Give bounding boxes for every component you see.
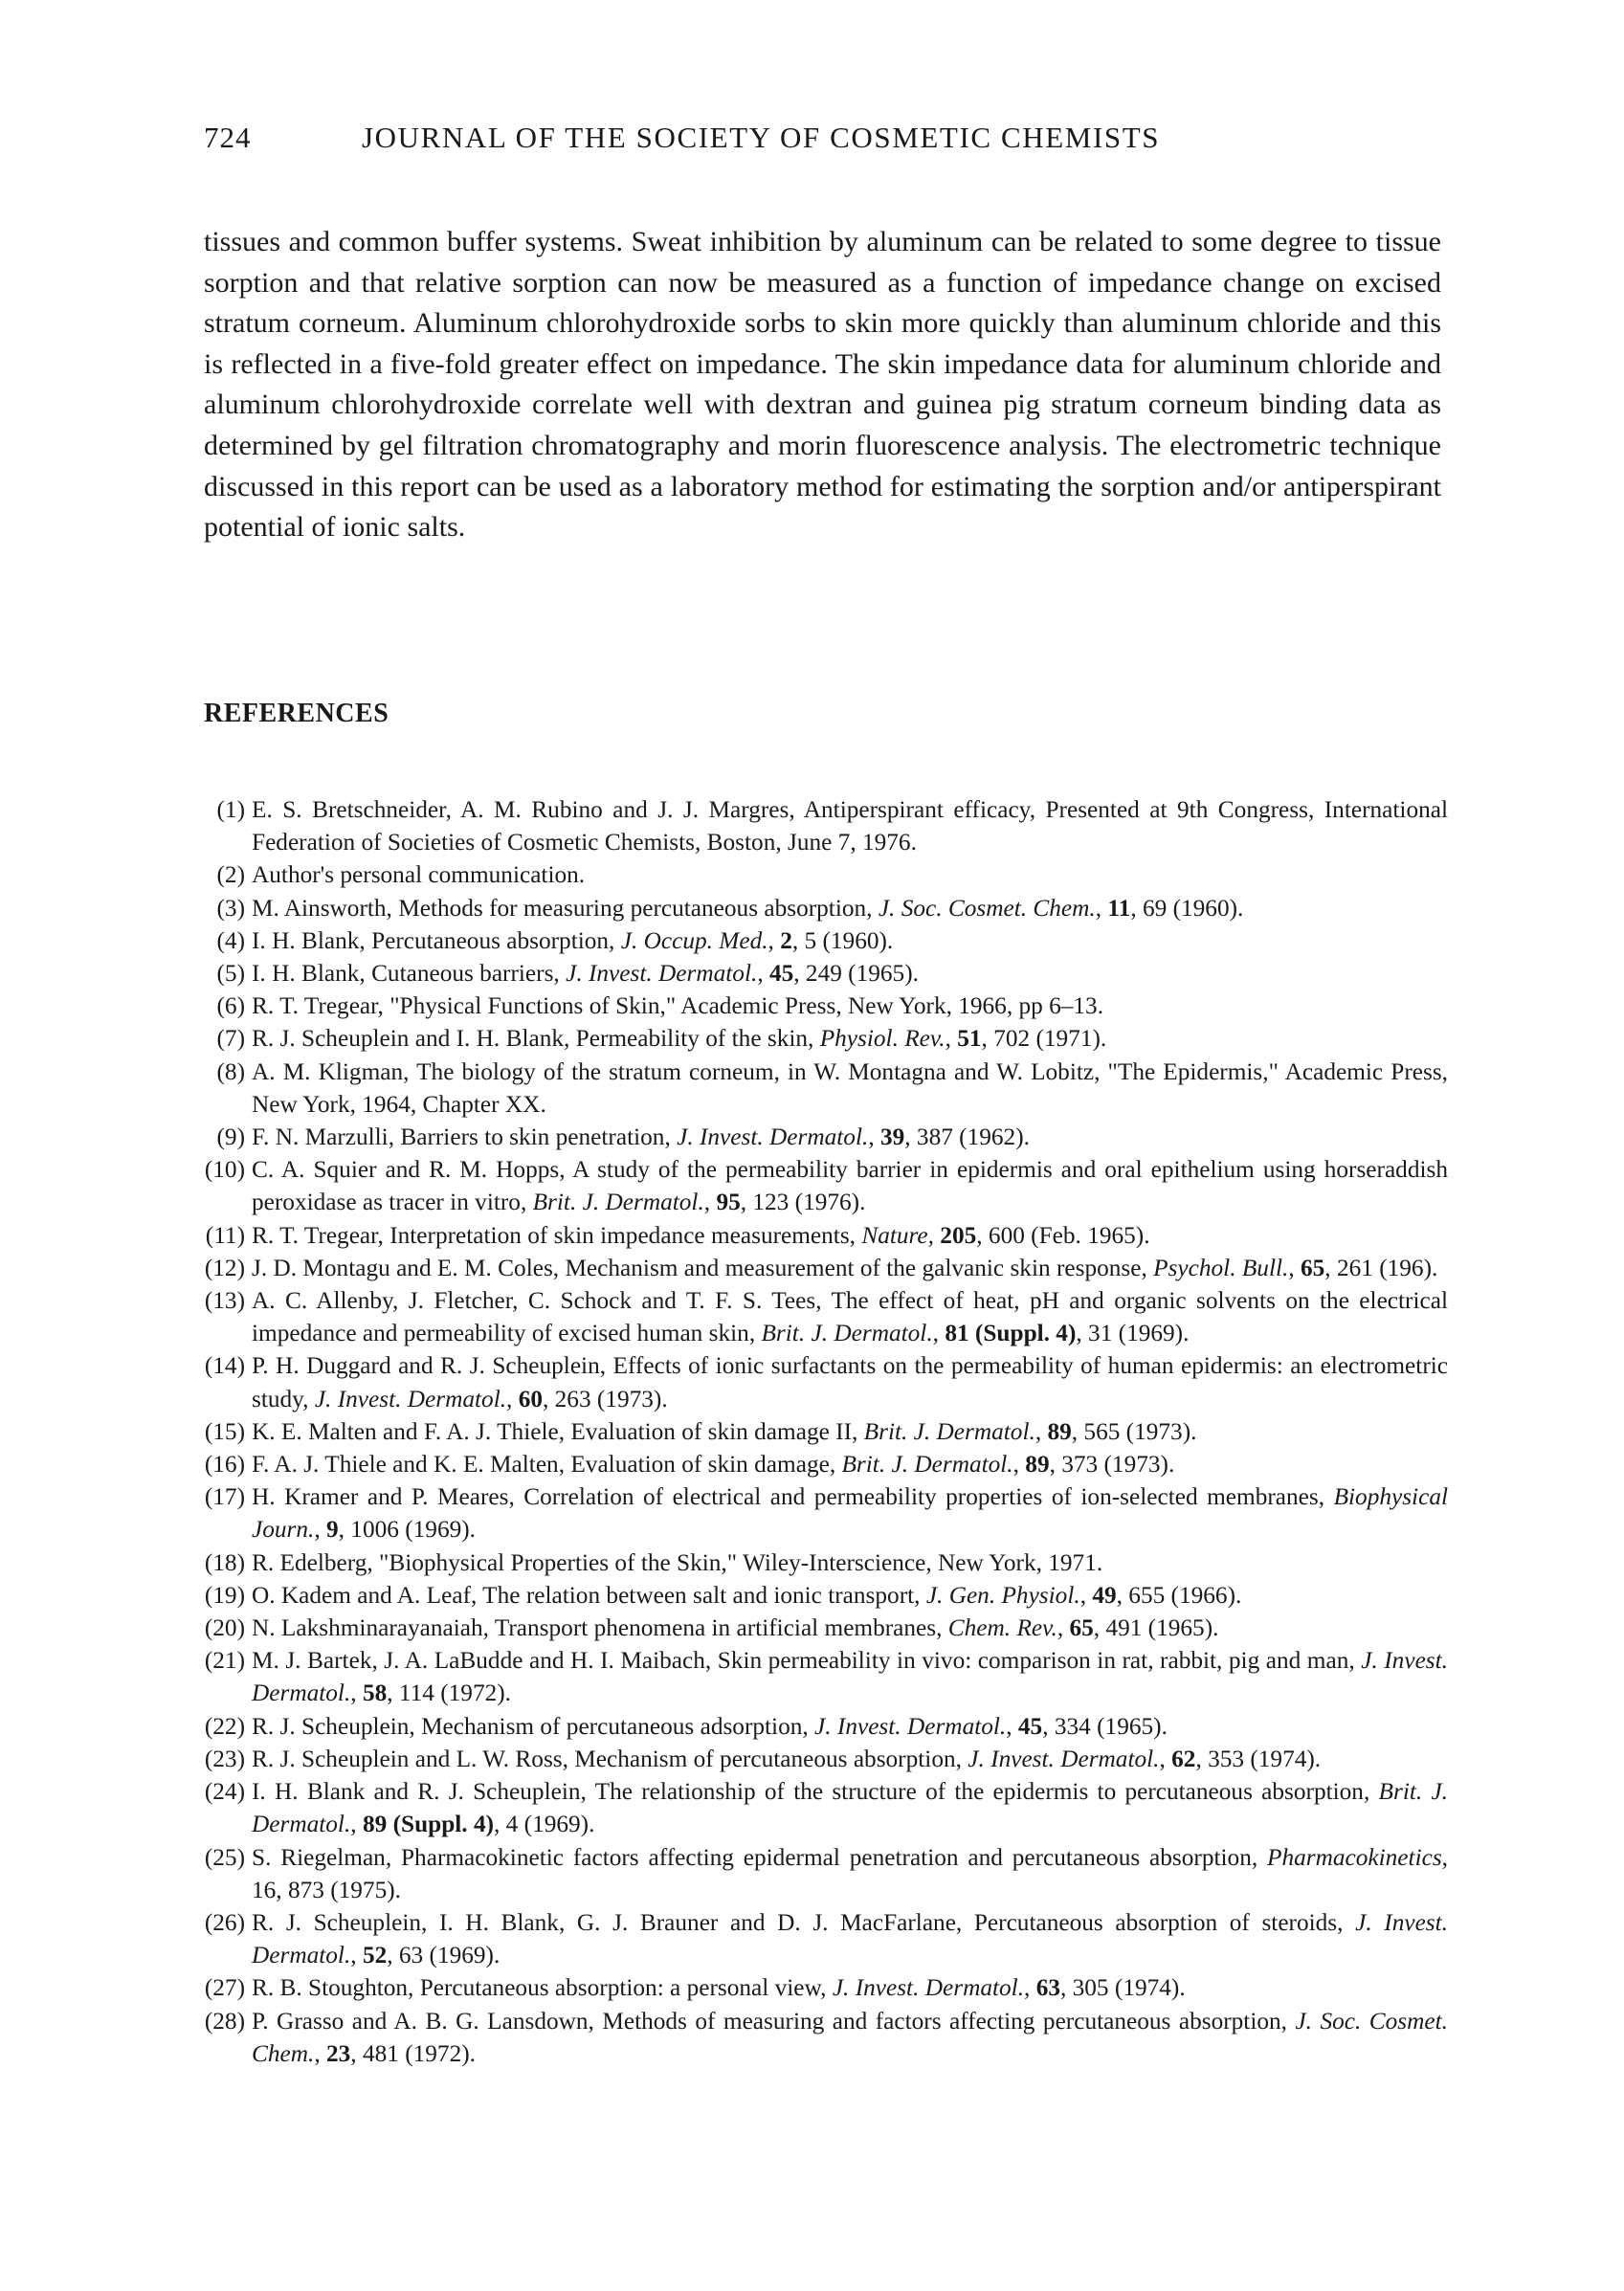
volume-number: 23 bbox=[326, 2039, 351, 2067]
reference-number: (13) bbox=[204, 1287, 245, 1315]
reference-segment: H. Kramer and P. Meares, Correlation of electrical and permeability properties of ion-selected membranes, bbox=[252, 1483, 1334, 1511]
reference-text bbox=[252, 1644, 1448, 1709]
reference-number: (21) bbox=[204, 1647, 245, 1675]
reference-item bbox=[196, 1841, 1448, 1906]
volume-number: 62 bbox=[1171, 1745, 1196, 1772]
reference-text bbox=[252, 858, 1448, 891]
reference-number: (16) bbox=[204, 1451, 245, 1479]
volume-number: 89 (Suppl. 4) bbox=[362, 1811, 495, 1838]
volume-number: 58 bbox=[362, 1679, 388, 1707]
reference-item bbox=[196, 1612, 1448, 1644]
volume-number: 65 bbox=[1069, 1614, 1094, 1642]
reference-segment: Author's personal communication. bbox=[252, 861, 586, 889]
reference-item bbox=[196, 892, 1448, 924]
reference-segment: A. C. Allenby, J. Fletcher, C. Schock and T. F. S. Tees, The effect of heat, pH and organic solvents on the electrical impedance and permeability of excised human skin, bbox=[252, 1287, 1448, 1347]
reference-text bbox=[252, 1906, 1448, 1971]
journal-name: Pharmacokinetics bbox=[1267, 1843, 1442, 1871]
reference-number: (5) bbox=[216, 960, 245, 988]
reference-segment: R. J. Scheuplein and L. W. Ross, Mechanism of percutaneous absorption, bbox=[252, 1745, 968, 1772]
volume-number: 45 bbox=[1017, 1712, 1043, 1740]
reference-number: (24) bbox=[204, 1778, 245, 1806]
reference-item bbox=[196, 1415, 1448, 1448]
reference-segment: F. A. J. Thiele and K. E. Malten, Evaluation of skin damage, bbox=[252, 1451, 842, 1479]
reference-segment: A. M. Kligman, The biology of the stratum corneum, in W. Montagna and W. Lobitz, "The Epidermis," Academic Press, New York, 1964, Chapter XX. bbox=[252, 1057, 1448, 1118]
reference-text bbox=[252, 1121, 1448, 1153]
reference-segment: , 5 (1960). bbox=[791, 926, 894, 954]
reference-text bbox=[252, 1480, 1448, 1546]
journal-name: J. Invest. Dermatol. bbox=[814, 1712, 1007, 1740]
reference-text bbox=[252, 1710, 1448, 1743]
reference-item bbox=[196, 1349, 1448, 1414]
references-heading: REFERENCES bbox=[204, 699, 389, 728]
reference-segment: P. Grasso and A. B. G. Lansdown, Methods of measuring and factors affecting percutaneous absorption, bbox=[252, 2007, 1296, 2035]
reference-segment: , bbox=[1024, 1974, 1036, 2002]
reference-text bbox=[252, 957, 1448, 990]
journal-name: J. Invest. Dermatol. bbox=[566, 960, 758, 988]
reference-segment: , bbox=[350, 1811, 363, 1838]
journal-name: J. Invest. Dermatol. bbox=[252, 1647, 1448, 1707]
reference-item bbox=[196, 2005, 1448, 2070]
journal-name: J. Soc. Cosmet. Chem. bbox=[252, 2007, 1448, 2067]
reference-segment: R. Edelberg, "Biophysical Properties of the Skin," Wiley-Interscience, New York, 1971. bbox=[252, 1548, 1103, 1576]
reference-number: (10) bbox=[204, 1156, 245, 1184]
reference-segment: I. H. Blank, Cutaneous barriers, bbox=[252, 960, 567, 988]
reference-segment: , 16, 873 (1975). bbox=[252, 1843, 1448, 1903]
reference-segment: R. J. Scheuplein and I. H. Blank, Permeability of the skin, bbox=[252, 1025, 820, 1053]
reference-segment: , 63 (1969). bbox=[387, 1942, 501, 1969]
reference-item bbox=[196, 1252, 1448, 1284]
reference-segment: , bbox=[506, 1385, 519, 1412]
volume-number: 63 bbox=[1035, 1974, 1060, 2002]
volume-number: 205 bbox=[933, 1221, 977, 1249]
reference-segment: J. D. Montagu and E. M. Coles, Mechanism and measurement of the galvanic skin response, bbox=[252, 1254, 1154, 1281]
reference-number: (3) bbox=[216, 894, 245, 922]
reference-segment: , 387 (1962). bbox=[904, 1123, 1030, 1151]
reference-text bbox=[252, 924, 1448, 957]
journal-name: Biophysical Journ. bbox=[252, 1483, 1448, 1544]
reference-item bbox=[196, 1448, 1448, 1480]
reference-segment: , 249 (1965). bbox=[793, 960, 919, 988]
volume-number: 89 bbox=[1047, 1417, 1072, 1445]
reference-segment: , 263 (1973). bbox=[543, 1385, 668, 1412]
reference-item bbox=[196, 1710, 1448, 1743]
reference-segment: , 31 (1969). bbox=[1076, 1320, 1190, 1347]
reference-number: (6) bbox=[216, 992, 245, 1020]
reference-segment: , bbox=[868, 1123, 880, 1151]
reference-item bbox=[196, 1971, 1448, 2004]
reference-text bbox=[252, 1612, 1448, 1644]
reference-segment: , 702 (1971). bbox=[981, 1025, 1107, 1053]
reference-number: (15) bbox=[204, 1417, 245, 1445]
reference-segment: , bbox=[314, 1516, 326, 1544]
reference-number: (19) bbox=[204, 1581, 245, 1609]
references-list bbox=[196, 793, 1448, 2070]
reference-segment: M. J. Bartek, J. A. LaBudde and H. I. Maibach, Skin permeability in vivo: comparison in rat, rabbit, pig and man, bbox=[252, 1647, 1362, 1675]
journal-name: J. Soc. Cosmet. Chem. bbox=[878, 894, 1096, 922]
reference-text bbox=[252, 1448, 1448, 1480]
reference-segment: , 69 (1960). bbox=[1130, 894, 1244, 922]
reference-segment: , 334 (1965). bbox=[1042, 1712, 1168, 1740]
reference-segment: , 491 (1965). bbox=[1093, 1614, 1219, 1642]
reference-number: (22) bbox=[204, 1712, 245, 1740]
reference-number: (20) bbox=[204, 1614, 245, 1642]
page-number: 724 bbox=[204, 121, 252, 154]
reference-segment: , 114 (1972). bbox=[387, 1679, 511, 1707]
reference-segment: , 565 (1973). bbox=[1071, 1417, 1197, 1445]
reference-number: (7) bbox=[216, 1025, 245, 1053]
reference-segment: , bbox=[1012, 1451, 1026, 1479]
volume-number: 65 bbox=[1301, 1254, 1325, 1281]
reference-text bbox=[252, 1775, 1448, 1840]
volume-number: 39 bbox=[879, 1123, 905, 1151]
reference-number: (11) bbox=[205, 1221, 245, 1249]
reference-item bbox=[196, 990, 1448, 1022]
reference-text bbox=[252, 1252, 1448, 1284]
volume-number: 81 (Suppl. 4) bbox=[945, 1320, 1077, 1347]
reference-segment: I. H. Blank and R. J. Scheuplein, The relationship of the structure of the epidermis to percutaneous absorption, bbox=[252, 1778, 1379, 1806]
reference-segment: O. Kadem and A. Leaf, The relation between salt and ionic transport, bbox=[252, 1581, 926, 1609]
volume-number: 9 bbox=[326, 1516, 339, 1544]
reference-segment: , bbox=[350, 1679, 363, 1707]
reference-number: (18) bbox=[204, 1548, 245, 1576]
body-paragraph: tissues and common buffer systems. Sweat inhibition by aluminum can be related to some degree to tissue sorption and that relative sorption can now be measured as a function of impedance change on excised stratum corneum. Aluminum chlorohydroxide sorbs to skin more quickly than aluminum chloride and this is reflected in a five-fold greater effect on impedance. The skin impedance data for aluminum chloride and aluminum chlorohydroxide correlate well with dextran and guinea pig stratum corneum binding data as determined by gel filtration chromatography and morin fluorescence analysis. The electrometric technique discussed in this report can be used as a laboratory method for estimating the sorption and/or antiperspirant potential of ionic salts. bbox=[204, 226, 1441, 544]
volume-number: 49 bbox=[1092, 1581, 1117, 1609]
reference-number: (9) bbox=[216, 1123, 245, 1151]
journal-name: J. Invest. Dermatol. bbox=[252, 1908, 1448, 1969]
reference-item bbox=[196, 1056, 1448, 1121]
reference-segment: , bbox=[945, 1025, 958, 1053]
journal-name: J. Invest. Dermatol. bbox=[677, 1123, 869, 1151]
reference-number: (1) bbox=[216, 796, 245, 823]
reference-segment: , 305 (1974). bbox=[1059, 1974, 1186, 2002]
journal-name: J. Invest. Dermatol. bbox=[968, 1745, 1160, 1772]
reference-text bbox=[252, 1349, 1448, 1414]
reference-segment: , bbox=[757, 960, 769, 988]
reference-segment: N. Lakshminarayanaiah, Transport phenomena in artificial membranes, bbox=[252, 1614, 948, 1642]
reference-item bbox=[196, 1546, 1448, 1579]
reference-segment: , 600 (Feb. 1965). bbox=[976, 1221, 1150, 1249]
reference-segment: , 261 (196). bbox=[1324, 1254, 1438, 1281]
reference-item bbox=[196, 1219, 1448, 1252]
reference-text bbox=[252, 1743, 1448, 1775]
reference-text bbox=[252, 1056, 1448, 1121]
reference-segment: , 353 (1974). bbox=[1195, 1745, 1322, 1772]
reference-segment: , bbox=[1006, 1712, 1018, 1740]
reference-number: (2) bbox=[216, 861, 245, 889]
reference-item bbox=[196, 1480, 1448, 1546]
volume-number: 60 bbox=[518, 1385, 543, 1412]
reference-segment: , 373 (1973). bbox=[1049, 1451, 1175, 1479]
reference-number: (26) bbox=[204, 1908, 245, 1936]
reference-text bbox=[252, 892, 1448, 924]
reference-segment: , bbox=[1034, 1417, 1048, 1445]
journal-name: Brit. J. Dermatol. bbox=[863, 1417, 1035, 1445]
reference-number: (25) bbox=[204, 1843, 245, 1871]
reference-text bbox=[252, 2005, 1448, 2070]
reference-segment: R. B. Stoughton, Percutaneous absorption: a personal view, bbox=[252, 1974, 833, 2002]
reference-item bbox=[196, 1121, 1448, 1153]
volume-number: 11 bbox=[1107, 894, 1131, 922]
reference-segment: F. N. Marzulli, Barriers to skin penetration, bbox=[252, 1123, 678, 1151]
journal-name: Brit. J. Dermatol. bbox=[532, 1189, 704, 1216]
journal-name: Physiol. Rev. bbox=[819, 1025, 945, 1053]
reference-number: (27) bbox=[204, 1974, 245, 2002]
reference-number: (17) bbox=[204, 1483, 245, 1511]
journal-name: Brit. J. Dermatol. bbox=[252, 1778, 1449, 1838]
reference-segment: , bbox=[350, 1942, 363, 1969]
volume-number: 51 bbox=[957, 1025, 982, 1053]
reference-text bbox=[252, 1153, 1448, 1218]
journal-name: J. Gen. Physiol. bbox=[925, 1581, 1080, 1609]
reference-segment: , 4 (1969). bbox=[494, 1811, 595, 1838]
journal-name: Brit. J. Dermatol. bbox=[841, 1451, 1013, 1479]
reference-text bbox=[252, 1579, 1448, 1612]
journal-name: J. Invest. Dermatol. bbox=[832, 1974, 1025, 2002]
reference-segment: R. J. Scheuplein, Mechanism of percutaneous adsorption, bbox=[252, 1712, 815, 1740]
reference-segment: , 481 (1972). bbox=[350, 2039, 476, 2067]
reference-text bbox=[252, 1219, 1448, 1252]
reference-segment: , bbox=[1288, 1254, 1301, 1281]
reference-segment: K. E. Malten and F. A. J. Thiele, Evaluation of skin damage II, bbox=[252, 1417, 864, 1445]
reference-segment: , 1006 (1969). bbox=[338, 1516, 476, 1544]
reference-segment: R. T. Tregear, Interpretation of skin impedance measurements, bbox=[252, 1221, 862, 1249]
journal-name: Brit. J. Dermatol. bbox=[761, 1320, 933, 1347]
reference-segment: , bbox=[1057, 1614, 1070, 1642]
journal-name: J. Invest. Dermatol. bbox=[314, 1385, 507, 1412]
reference-segment: , bbox=[703, 1189, 717, 1216]
volume-number: 95 bbox=[716, 1189, 741, 1216]
reference-text bbox=[252, 1546, 1448, 1579]
reference-item bbox=[196, 1022, 1448, 1055]
reference-segment: I. H. Blank, Percutaneous absorption, bbox=[252, 926, 621, 954]
reference-text bbox=[252, 1284, 1448, 1349]
reference-segment: , bbox=[932, 1320, 945, 1347]
volume-number: 2 bbox=[780, 926, 792, 954]
reference-text bbox=[252, 1415, 1448, 1448]
reference-item bbox=[196, 1579, 1448, 1612]
reference-item bbox=[196, 793, 1448, 858]
reference-segment: R. T. Tregear, "Physical Functions of Skin," Academic Press, New York, 1966, pp 6–13. bbox=[252, 992, 1104, 1020]
reference-item bbox=[196, 1775, 1448, 1840]
reference-number: (14) bbox=[204, 1352, 245, 1380]
journal-title: JOURNAL OF THE SOCIETY OF COSMETIC CHEMISTS bbox=[362, 121, 1161, 154]
reference-segment: , bbox=[1159, 1745, 1172, 1772]
reference-text bbox=[252, 1022, 1448, 1055]
reference-segment: , bbox=[314, 2039, 326, 2067]
reference-item bbox=[196, 1906, 1448, 1971]
reference-segment: S. Riegelman, Pharmacokinetic factors affecting epidermal penetration and percutaneous absorption, bbox=[252, 1843, 1268, 1871]
journal-name: Chem. Rev. bbox=[947, 1614, 1057, 1642]
reference-segment: P. H. Duggard and R. J. Scheuplein, Effects of ionic surfactants on the permeability of human epidermis: an electrometric study, bbox=[252, 1352, 1448, 1412]
journal-name: Nature, bbox=[861, 1221, 934, 1249]
reference-item bbox=[196, 1153, 1448, 1218]
reference-item bbox=[196, 1743, 1448, 1775]
reference-item bbox=[196, 924, 1448, 957]
reference-item bbox=[196, 858, 1448, 891]
reference-text bbox=[252, 990, 1448, 1022]
reference-segment: C. A. Squier and R. M. Hopps, A study of the permeability barrier in epidermis and oral epithelium using horseraddish peroxidase as tracer in vitro, bbox=[252, 1156, 1448, 1216]
reference-item bbox=[196, 957, 1448, 990]
reference-number: (8) bbox=[216, 1057, 245, 1085]
reference-text bbox=[252, 1841, 1448, 1906]
reference-number: (12) bbox=[204, 1254, 245, 1281]
volume-number: 89 bbox=[1025, 1451, 1050, 1479]
reference-text bbox=[252, 1971, 1448, 2004]
volume-number: 52 bbox=[362, 1942, 388, 1969]
journal-name: Psychol. Bull. bbox=[1153, 1254, 1289, 1281]
reference-segment: E. S. Bretschneider, A. M. Rubino and J. J. Margres, Antiperspirant efficacy, Presented at 9th Congress, International Federation of Societies of Cosmetic Chemists, Boston, June 7, 1976. bbox=[252, 796, 1448, 856]
reference-segment: , 655 (1966). bbox=[1116, 1581, 1242, 1609]
journal-name: J. Occup. Med. bbox=[620, 926, 768, 954]
reference-segment: , 123 (1976). bbox=[740, 1189, 866, 1216]
reference-segment: , bbox=[1095, 894, 1108, 922]
reference-item bbox=[196, 1644, 1448, 1709]
reference-segment: R. J. Scheuplein, I. H. Blank, G. J. Brauner and D. J. MacFarlane, Percutaneous absorption of steroids, bbox=[252, 1908, 1356, 1936]
reference-segment: , bbox=[768, 926, 781, 954]
reference-segment: M. Ainsworth, Methods for measuring percutaneous absorption, bbox=[252, 894, 879, 922]
reference-number: (4) bbox=[216, 926, 245, 954]
reference-segment: , bbox=[1079, 1581, 1093, 1609]
reference-item bbox=[196, 1284, 1448, 1349]
volume-number: 45 bbox=[768, 960, 794, 988]
reference-number: (28) bbox=[204, 2007, 245, 2035]
reference-text bbox=[252, 793, 1448, 858]
reference-number: (23) bbox=[204, 1745, 245, 1772]
